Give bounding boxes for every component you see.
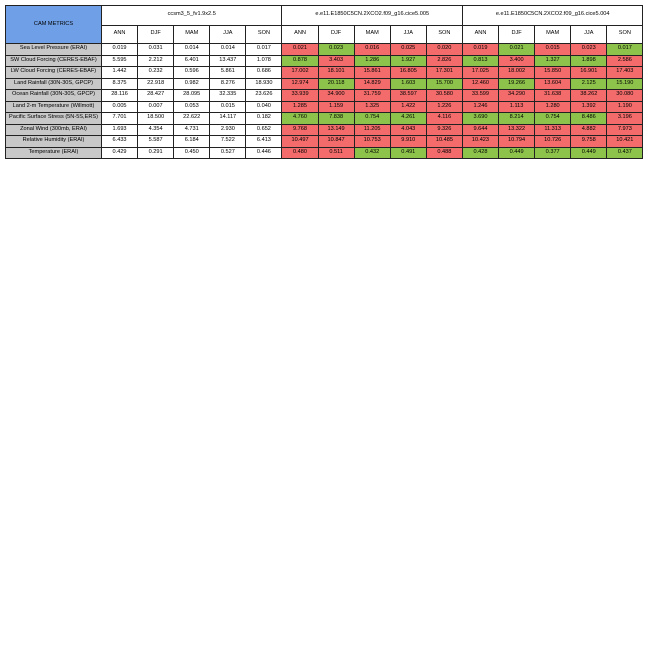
metric-cell: 31.759: [354, 90, 390, 102]
row-label: Pacific Surface Stress (5N-5S,ERS): [6, 113, 102, 125]
season-header: ANN: [102, 25, 138, 44]
metric-cell: 3.403: [318, 55, 354, 67]
metric-cell: 1.422: [390, 101, 426, 113]
metric-cell: 4.261: [390, 113, 426, 125]
metric-cell: 0.025: [390, 44, 426, 56]
metric-cell: 10.847: [318, 136, 354, 148]
metric-cell: 28.116: [102, 90, 138, 102]
metric-cell: 0.754: [535, 113, 571, 125]
season-header: DJF: [138, 25, 174, 44]
season-header: JJA: [571, 25, 607, 44]
table-row: [6, 55, 643, 67]
metric-cell: 2.826: [426, 55, 462, 67]
metric-cell: 10.726: [535, 136, 571, 148]
metric-cell: 18.002: [499, 67, 535, 79]
season-header: DJF: [499, 25, 535, 44]
header-row-seasons: [6, 25, 643, 44]
metric-cell: 0.488: [426, 147, 462, 159]
metric-cell: 0.019: [462, 44, 498, 56]
metric-cell: 23.626: [246, 90, 282, 102]
metric-cell: 10.485: [426, 136, 462, 148]
metric-cell: 2.586: [607, 55, 643, 67]
metric-cell: 6.433: [102, 136, 138, 148]
metric-cell: 0.511: [318, 147, 354, 159]
metric-cell: 0.014: [174, 44, 210, 56]
metric-cell: 1.159: [318, 101, 354, 113]
metric-cell: 32.335: [210, 90, 246, 102]
metric-cell: 34.290: [499, 90, 535, 102]
metric-cell: 9.326: [426, 124, 462, 136]
metric-cell: 5.587: [138, 136, 174, 148]
metrics-rows: [6, 44, 643, 159]
metric-cell: 13.322: [499, 124, 535, 136]
metric-cell: 0.023: [318, 44, 354, 56]
metric-cell: 0.527: [210, 147, 246, 159]
season-header: DJF: [318, 25, 354, 44]
metric-cell: 34.900: [318, 90, 354, 102]
season-header: SON: [246, 25, 282, 44]
metric-cell: 12.974: [282, 78, 318, 90]
metric-cell: 0.014: [210, 44, 246, 56]
metric-cell: 1.113: [499, 101, 535, 113]
season-header: ANN: [462, 25, 498, 44]
metric-cell: 18.101: [318, 67, 354, 79]
metric-cell: 0.491: [390, 147, 426, 159]
metric-cell: 0.017: [607, 44, 643, 56]
metric-cell: 0.015: [210, 101, 246, 113]
metric-cell: 7.838: [318, 113, 354, 125]
row-label: Sea Level Pressure (ERAI): [6, 44, 102, 56]
metric-cell: 0.982: [174, 78, 210, 90]
metric-cell: 0.437: [607, 147, 643, 159]
metric-cell: 15.850: [535, 67, 571, 79]
metric-cell: 4.116: [426, 113, 462, 125]
metric-cell: 1.603: [390, 78, 426, 90]
metric-cell: 8.214: [499, 113, 535, 125]
metric-cell: 33.939: [282, 90, 318, 102]
metric-cell: 9.768: [282, 124, 318, 136]
season-header: ANN: [282, 25, 318, 44]
metric-cell: 1.285: [282, 101, 318, 113]
metric-cell: 1.693: [102, 124, 138, 136]
metric-cell: 14.117: [210, 113, 246, 125]
metric-cell: 0.652: [246, 124, 282, 136]
metrics-table: [5, 5, 643, 159]
metric-cell: 31.638: [535, 90, 571, 102]
metric-cell: 9.758: [571, 136, 607, 148]
metric-cell: 0.182: [246, 113, 282, 125]
row-label: SW Cloud Forcing (CERES-EBAF): [6, 55, 102, 67]
metric-cell: 15.700: [426, 78, 462, 90]
metric-cell: 10.794: [499, 136, 535, 148]
metric-cell: 0.446: [246, 147, 282, 159]
metric-cell: 0.021: [282, 44, 318, 56]
case-header-ccsm3: ccsm3_5_fv1.9x2.5: [102, 6, 282, 26]
metric-cell: 0.232: [138, 67, 174, 79]
metric-cell: 30.080: [607, 90, 643, 102]
metric-cell: 0.480: [282, 147, 318, 159]
metric-cell: 6.401: [174, 55, 210, 67]
table-row: [6, 44, 643, 56]
metric-cell: 8.375: [102, 78, 138, 90]
metric-cell: 9.910: [390, 136, 426, 148]
metric-cell: 14.829: [354, 78, 390, 90]
table-row: [6, 90, 643, 102]
metric-cell: 1.190: [607, 101, 643, 113]
metric-cell: 18.930: [246, 78, 282, 90]
metric-cell: 33.599: [462, 90, 498, 102]
metric-cell: 13.437: [210, 55, 246, 67]
metric-cell: 13.604: [535, 78, 571, 90]
metric-cell: 1.078: [246, 55, 282, 67]
metric-cell: 38.597: [390, 90, 426, 102]
metric-cell: 1.286: [354, 55, 390, 67]
metric-cell: 4.354: [138, 124, 174, 136]
metric-cell: 17.002: [282, 67, 318, 79]
metric-cell: 0.019: [102, 44, 138, 56]
row-label: Land 2-m Temperature (Willmott): [6, 101, 102, 113]
metric-cell: 1.246: [462, 101, 498, 113]
metric-cell: 0.449: [571, 147, 607, 159]
metric-cell: 1.392: [571, 101, 607, 113]
season-header: SON: [426, 25, 462, 44]
metric-cell: 1.898: [571, 55, 607, 67]
metric-cell: 11.205: [354, 124, 390, 136]
metric-cell: 1.327: [535, 55, 571, 67]
metric-cell: 0.377: [535, 147, 571, 159]
metric-cell: 10.753: [354, 136, 390, 148]
row-label: Relative Humidity (ERAI): [6, 136, 102, 148]
metric-cell: 28.095: [174, 90, 210, 102]
table-row: [6, 67, 643, 79]
metric-cell: 0.878: [282, 55, 318, 67]
metric-cell: 0.754: [354, 113, 390, 125]
table-row: [6, 78, 643, 90]
metric-cell: 0.432: [354, 147, 390, 159]
metric-cell: 12.460: [462, 78, 498, 90]
metric-cell: 16.901: [571, 67, 607, 79]
metric-cell: 20.118: [318, 78, 354, 90]
metric-cell: 0.031: [138, 44, 174, 56]
metric-cell: 0.023: [571, 44, 607, 56]
metric-cell: 1.927: [390, 55, 426, 67]
metric-cell: 2.125: [571, 78, 607, 90]
metric-cell: 10.423: [462, 136, 498, 148]
metric-cell: 0.005: [102, 101, 138, 113]
metric-cell: 0.450: [174, 147, 210, 159]
season-header: MAM: [174, 25, 210, 44]
metric-cell: 0.429: [102, 147, 138, 159]
table-row: [6, 136, 643, 148]
table-row: [6, 101, 643, 113]
case-header-005: e.e11.E1850C5CN.2XCO2.f09_g16.cice5.005: [282, 6, 462, 26]
metric-cell: 1.280: [535, 101, 571, 113]
metric-cell: 0.017: [246, 44, 282, 56]
season-header: MAM: [354, 25, 390, 44]
metrics-panel: [5, 5, 643, 159]
metric-cell: 0.020: [426, 44, 462, 56]
metric-cell: 4.882: [571, 124, 607, 136]
metric-cell: 17.403: [607, 67, 643, 79]
table-row: [6, 124, 643, 136]
metric-cell: 3.400: [499, 55, 535, 67]
metric-cell: 7.522: [210, 136, 246, 148]
metric-cell: 8.486: [571, 113, 607, 125]
metric-cell: 18.500: [138, 113, 174, 125]
metric-cell: 6.413: [246, 136, 282, 148]
metric-cell: 19.266: [499, 78, 535, 90]
metric-cell: 16.805: [390, 67, 426, 79]
metric-cell: 0.596: [174, 67, 210, 79]
metric-cell: 0.053: [174, 101, 210, 113]
metric-cell: 0.016: [354, 44, 390, 56]
metric-cell: 0.015: [535, 44, 571, 56]
metric-cell: 11.313: [535, 124, 571, 136]
row-label: Temperature (ERAI): [6, 147, 102, 159]
metric-cell: 0.007: [138, 101, 174, 113]
season-header: MAM: [535, 25, 571, 44]
metric-cell: 30.580: [426, 90, 462, 102]
table-row: [6, 147, 643, 159]
metric-cell: 0.813: [462, 55, 498, 67]
metric-cell: 4.760: [282, 113, 318, 125]
metric-cell: 9.644: [462, 124, 498, 136]
season-header: JJA: [390, 25, 426, 44]
metric-cell: 15.861: [354, 67, 390, 79]
metric-cell: 0.040: [246, 101, 282, 113]
metric-cell: 3.196: [607, 113, 643, 125]
metric-cell: 2.212: [138, 55, 174, 67]
metric-cell: 38.262: [571, 90, 607, 102]
metric-cell: 22.622: [174, 113, 210, 125]
table-row: [6, 113, 643, 125]
metric-cell: 0.428: [462, 147, 498, 159]
metric-cell: 0.291: [138, 147, 174, 159]
metric-cell: 0.686: [246, 67, 282, 79]
metric-cell: 10.421: [607, 136, 643, 148]
season-header: JJA: [210, 25, 246, 44]
metric-cell: 4.043: [390, 124, 426, 136]
metric-cell: 4.731: [174, 124, 210, 136]
season-header: SON: [607, 25, 643, 44]
metric-cell: 3.690: [462, 113, 498, 125]
metric-cell: 1.226: [426, 101, 462, 113]
metric-cell: 2.930: [210, 124, 246, 136]
metric-cell: 0.449: [499, 147, 535, 159]
row-label: Land Rainfall (30N-30S, GPCP): [6, 78, 102, 90]
metric-cell: 15.190: [607, 78, 643, 90]
row-label: LW Cloud Forcing (CERES-EBAF): [6, 67, 102, 79]
metric-cell: 1.325: [354, 101, 390, 113]
table-title: CAM METRICS: [6, 6, 102, 44]
header-row-cases: [6, 6, 643, 26]
metric-cell: 17.025: [462, 67, 498, 79]
metric-cell: 7.973: [607, 124, 643, 136]
metric-cell: 28.427: [138, 90, 174, 102]
metric-cell: 22.918: [138, 78, 174, 90]
metric-cell: 10.497: [282, 136, 318, 148]
metric-cell: 1.442: [102, 67, 138, 79]
metric-cell: 5.595: [102, 55, 138, 67]
metric-cell: 8.276: [210, 78, 246, 90]
metric-cell: 7.701: [102, 113, 138, 125]
metric-cell: 17.301: [426, 67, 462, 79]
metric-cell: 5.861: [210, 67, 246, 79]
row-label: Ocean Rainfall (30N-30S, GPCP): [6, 90, 102, 102]
metric-cell: 13.149: [318, 124, 354, 136]
metric-cell: 0.021: [499, 44, 535, 56]
row-label: Zonal Wind (300mb, ERAI): [6, 124, 102, 136]
case-header-004: e.e11.E1850C5CN.2XCO2.f09_g16.cice5.004: [462, 6, 642, 26]
metric-cell: 6.184: [174, 136, 210, 148]
